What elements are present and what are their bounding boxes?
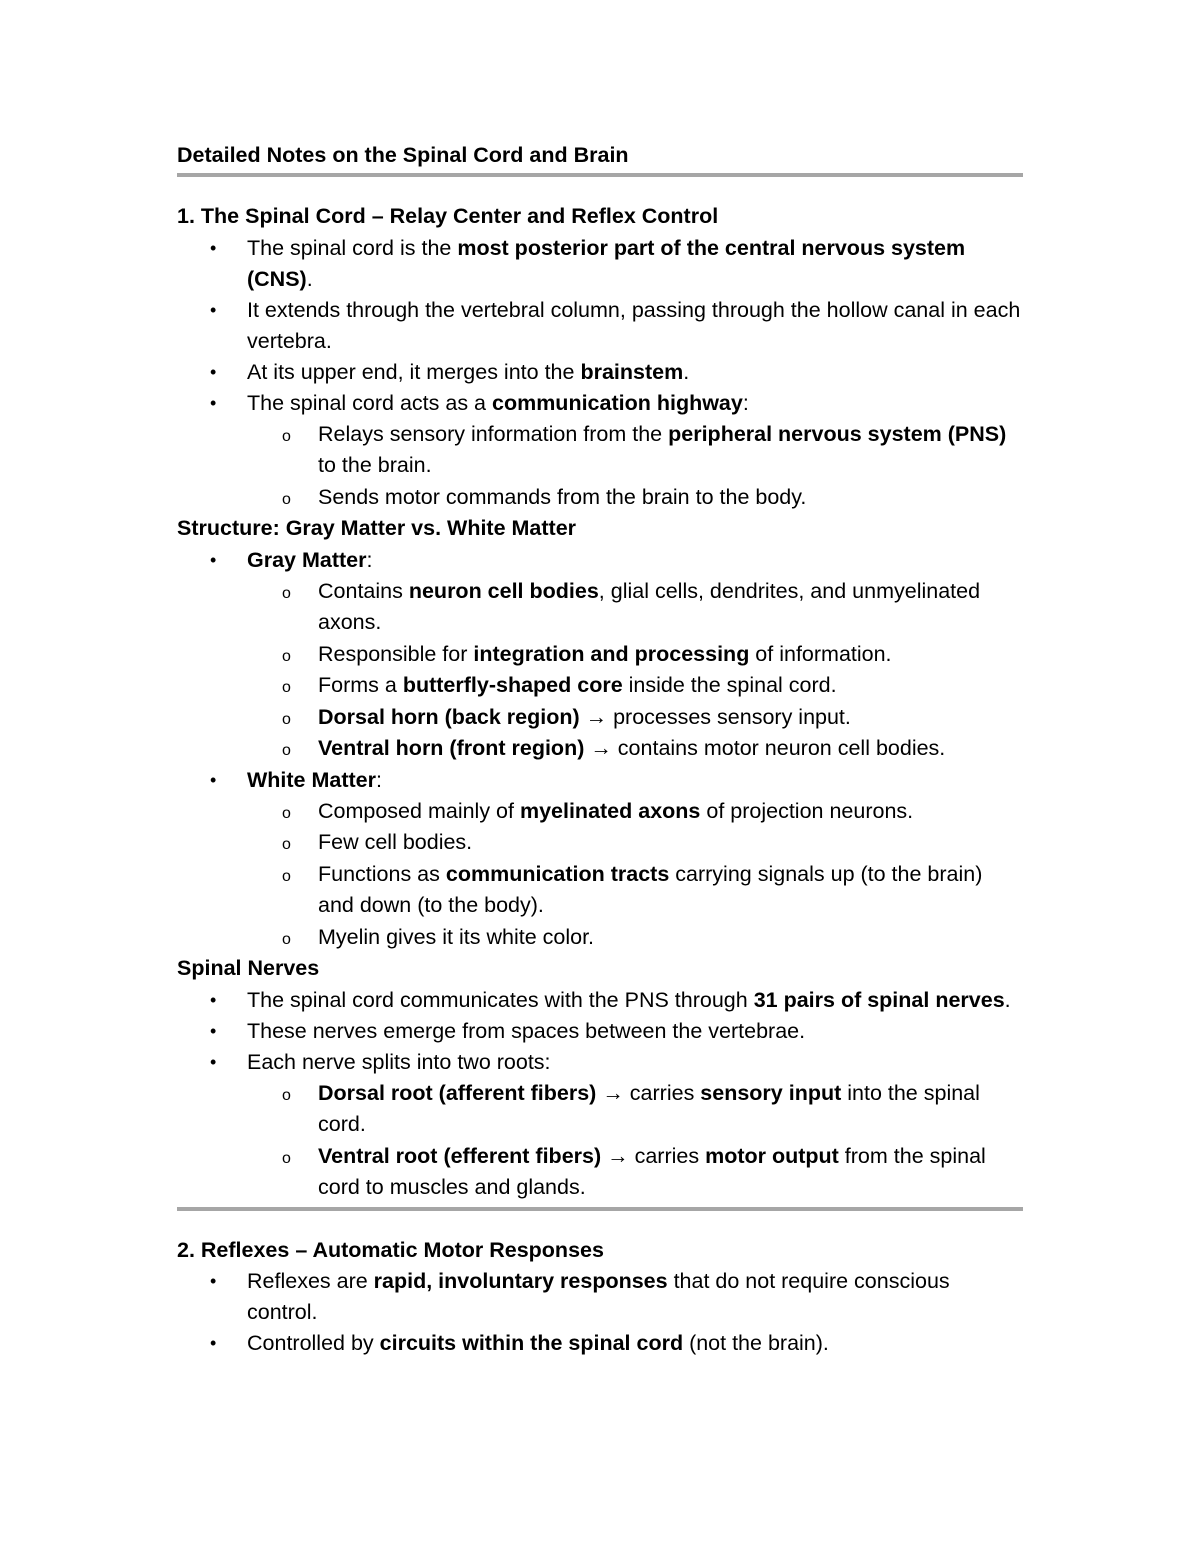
bold-text: Ventral root (efferent fibers) (318, 1143, 602, 1168)
section-heading-spinal-nerves: Spinal Nerves (177, 956, 320, 980)
sub-list-item (177, 702, 1023, 734)
horizontal-rule (177, 173, 1023, 177)
body-text: → processes sensory input. (579, 704, 851, 729)
bold-text: communication highway (491, 390, 743, 415)
sub-bullet-icon: o (282, 1149, 291, 1167)
bold-text: 31 pairs of spinal nerves (753, 987, 1005, 1012)
list-item (177, 1266, 1023, 1328)
structure-list (177, 545, 1023, 954)
sub-list-item (177, 1141, 1023, 1204)
white-matter-sublist (247, 796, 1023, 954)
section-heading-spinal-cord: 1. The Spinal Cord – Relay Center and Reflex Control (177, 204, 719, 228)
sub-list-item (177, 1078, 1023, 1141)
body-text: into the spinal cord. (318, 1080, 980, 1136)
bold-text: integration and processing (473, 641, 750, 666)
bullet-icon: • (210, 549, 217, 570)
body-text: → contains motor neuron cell bodies. (584, 736, 946, 760)
bold-text: motor output (705, 1143, 839, 1168)
document-body (177, 140, 1023, 1359)
spinal-nerves-list (177, 985, 1023, 1204)
bold-text: rapid, involuntary responses (373, 1269, 668, 1293)
body-text: Functions as (318, 861, 446, 886)
gray-matter-label: Gray Matter (247, 547, 367, 572)
body-text: : (742, 390, 749, 415)
sub-list-item (177, 796, 1023, 828)
list-item (177, 295, 1023, 357)
section-heading-structure: Structure: Gray Matter vs. White Matter (177, 516, 577, 540)
body-text: (not the brain). (683, 1331, 829, 1355)
sub-list-item (177, 827, 1023, 859)
bullet-icon: • (210, 1051, 217, 1072)
white-matter-label: White Matter (247, 767, 376, 792)
sub-list-item (177, 419, 1023, 482)
sub-bullet-icon: o (282, 804, 291, 822)
sub-list-item (177, 576, 1023, 639)
sub-bullet-icon: o (282, 647, 291, 665)
list-item (177, 1016, 1023, 1047)
body-text: Reflexes are (247, 1269, 374, 1293)
body-text: of information. (749, 641, 892, 666)
list-item (177, 1328, 1023, 1359)
sub-bullet-icon: o (282, 679, 291, 696)
list-item-white-matter: • White Matter: (177, 765, 1023, 796)
bullet-icon: • (210, 361, 217, 382)
body-text: Myelin gives it its white color. (318, 924, 595, 949)
bullet-icon: • (210, 1271, 217, 1291)
horizontal-rule (177, 1207, 1023, 1211)
body-text: Sends motor commands from the brain to the body. (318, 484, 807, 509)
sub-bullet-icon: o (282, 584, 291, 602)
body-text: of projection neurons. (700, 798, 914, 823)
communication-sublist (247, 419, 1023, 514)
sub-list-item (177, 639, 1023, 671)
sub-bullet-icon: o (282, 867, 291, 885)
bullet-icon: • (210, 989, 217, 1010)
body-text: carrying signals up (to the brain) and down (to the body). (318, 861, 983, 917)
sub-bullet-icon: o (282, 490, 291, 508)
body-text: Forms a (318, 673, 403, 697)
bold-text: most posterior part of the central nervous system (CNS) (247, 235, 966, 291)
bold-text: communication tracts (445, 861, 670, 886)
bold-text: Dorsal root (afferent fibers) (318, 1080, 597, 1105)
list-item-gray-matter: • Gray Matter: (177, 545, 1023, 576)
body-text: → carries (596, 1080, 701, 1105)
body-text: , glial cells, dendrites, and unmyelinated axons. (318, 578, 981, 634)
sub-bullet-icon: o (282, 836, 291, 853)
body-text: These nerves emerge from spaces between the vertebrae. (247, 1018, 806, 1043)
bullet-icon: • (210, 392, 217, 413)
body-text: The spinal cord communicates with the PNS through (247, 987, 754, 1012)
list-item (177, 233, 1023, 295)
sub-bullet-icon: o (282, 742, 291, 759)
body-text: It extends through the vertebral column, passing through the hollow canal in each vertebra. (247, 297, 1021, 353)
sub-list-item (177, 670, 1023, 702)
bold-text: circuits within the spinal cord (379, 1331, 684, 1355)
body-text: from the spinal cord to muscles and glands. (318, 1143, 986, 1199)
body-text: Responsible for (318, 641, 474, 666)
sub-list-item (177, 482, 1023, 514)
body-text: . (1004, 987, 1011, 1012)
document-title: Detailed Notes on the Spinal Cord and Brain (177, 143, 629, 167)
sub-bullet-icon: o (282, 1086, 291, 1104)
body-text: At its upper end, it merges into the (247, 359, 581, 384)
body-text: . (306, 266, 313, 291)
list-item (177, 985, 1023, 1016)
reflexes-list (177, 1266, 1023, 1359)
bold-text: brainstem (580, 359, 684, 384)
spinal-cord-list (177, 233, 1023, 419)
body-text: Relays sensory information from the (318, 421, 669, 446)
sub-bullet-icon: o (282, 427, 291, 445)
body-text: to the brain. (318, 453, 432, 477)
bold-text: sensory input (700, 1080, 842, 1105)
communication-sublist-wrapper (177, 419, 1023, 514)
body-text: inside the spinal cord. (622, 673, 837, 697)
gray-matter-sublist (247, 576, 1023, 765)
bold-text: Dorsal horn (back region) (318, 704, 580, 729)
body-text: Composed mainly of (318, 798, 520, 823)
body-text: . (683, 359, 690, 384)
body-text: → carries (601, 1143, 706, 1168)
body-text: The spinal cord acts as a (247, 390, 492, 415)
list-item (177, 388, 1023, 419)
section-heading-reflexes: 2. Reflexes – Automatic Motor Responses (177, 1237, 604, 1262)
sub-bullet-icon: o (282, 710, 291, 728)
sub-list-item (177, 859, 1023, 922)
roots-sublist (247, 1078, 1023, 1204)
sub-list-item (177, 922, 1023, 954)
body-text: Few cell bodies. (318, 830, 473, 854)
bold-text: myelinated axons (519, 798, 701, 823)
list-item (177, 1047, 1023, 1078)
bullet-icon: • (210, 1020, 217, 1041)
body-text: Controlled by (247, 1331, 380, 1355)
body-text: Contains (318, 578, 409, 603)
bold-text: Ventral horn (front region) (318, 736, 585, 760)
bullet-icon: • (210, 769, 217, 790)
bold-text: neuron cell bodies (408, 578, 599, 603)
bold-text: peripheral nervous system (PNS) (668, 421, 1007, 446)
bold-text: butterfly-shaped core (402, 673, 623, 697)
sub-bullet-icon: o (282, 930, 291, 948)
bullet-icon: • (210, 299, 217, 320)
list-item (177, 357, 1023, 388)
body-text: that do not require conscious control. (247, 1269, 950, 1324)
bullet-icon: • (210, 237, 217, 258)
body-text: The spinal cord is the (247, 235, 458, 260)
sub-list-item (177, 733, 1023, 765)
bullet-icon: • (210, 1333, 217, 1353)
body-text: Each nerve splits into two roots: (247, 1049, 551, 1074)
